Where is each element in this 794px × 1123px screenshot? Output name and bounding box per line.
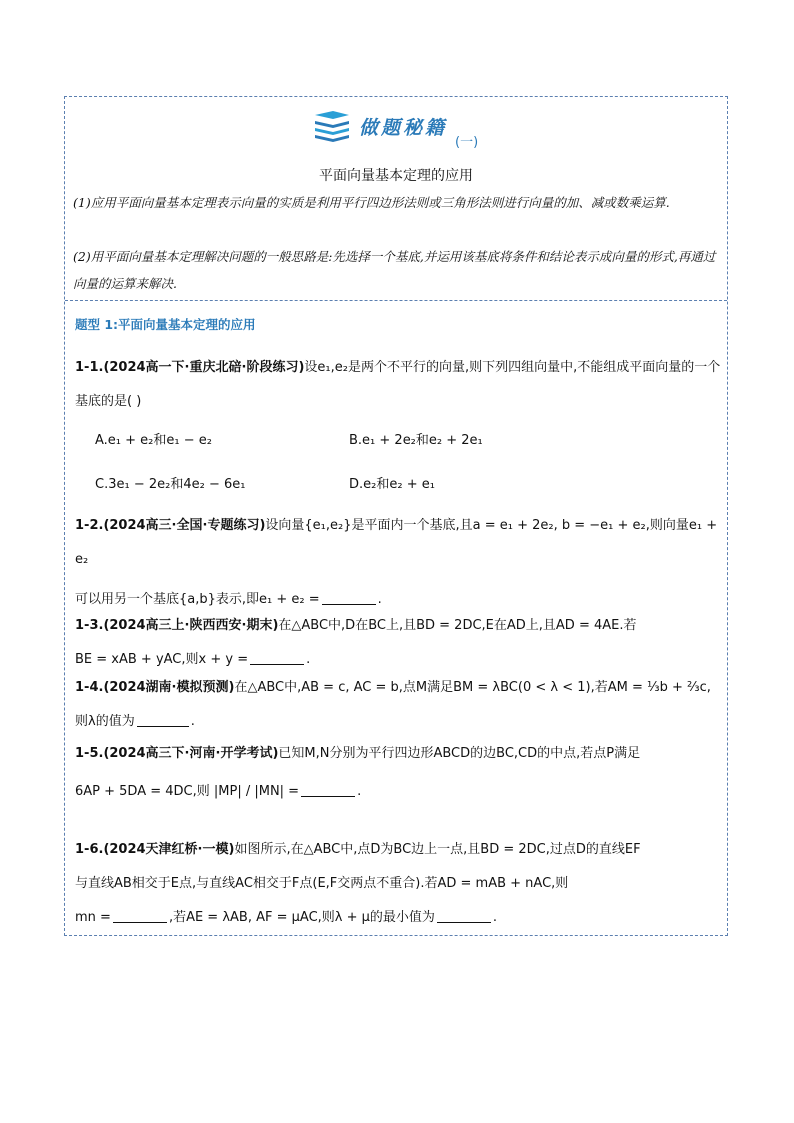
question-text: 设e₁,e₂是两个不平行的向量,则下列四组向量中,不能组成平面向量的一个基底的是( ) (75, 360, 721, 409)
question-source: (2024湖南·模拟预测) (103, 680, 235, 695)
answer-blank-1[interactable] (113, 908, 167, 923)
question-text-cont: mn = (75, 910, 111, 925)
question-text-cont: ,若AE = λAB, AF = μAC,则λ + μ的最小值为 (168, 910, 435, 925)
logo-subtitle: (一) (455, 135, 479, 150)
question-number: 1-2. (75, 518, 104, 533)
question-source: (2024高三上·陕西西安·期末) (103, 618, 279, 633)
question-number: 1-4. (75, 680, 104, 695)
option-b[interactable]: B.e₁ + 2e₂和e₂ + 2e₁ (349, 433, 483, 448)
question-text-cont: 则λ的值为 (75, 714, 135, 729)
option-d[interactable]: D.e₂和e₂ + e₁ (349, 477, 435, 492)
content-frame (64, 96, 728, 936)
tip-1: (1)应用平面向量基本定理表示向量的实质是利用平行四边形法则或三角形法则进行向量的加、减或数乘运算. (73, 195, 670, 210)
question-1-5 (75, 737, 725, 809)
period: . (377, 592, 382, 607)
logo (313, 109, 493, 149)
question-number: 1-3. (75, 618, 104, 633)
question-source: (2024高三·全国·专题练习) (103, 518, 266, 533)
question-text: 如图所示,在△ABC中,点D为BC边上一点,且BD = 2DC,过点D的直线EF (234, 842, 641, 857)
question-text-cont: 可以用另一个基底{a,b}表示,即e₁ + e₂ = (75, 592, 320, 607)
answer-blank[interactable] (137, 712, 189, 727)
answer-blank[interactable] (250, 650, 304, 665)
period: . (190, 714, 195, 729)
question-number: 1-1. (75, 360, 104, 375)
period: . (357, 784, 362, 799)
question-text: 在△ABC中,AB = c, AC = b,点M满足BM = λBC(0 < λ < 1),若AM = ⅓b + ⅔c, (234, 680, 711, 695)
answer-blank[interactable] (301, 782, 355, 797)
logo-text: 做题秘籍 (359, 117, 448, 139)
question-1-3 (75, 609, 725, 677)
question-source: (2024高三下·河南·开学考试) (103, 746, 279, 761)
question-text-cont: 6AP + 5DA = 4DC,则 |MP| / |MN| = (75, 784, 300, 799)
option-c[interactable]: C.3e₁ − 2e₂和4e₂ − 6e₁ (95, 477, 246, 492)
question-number: 1-5. (75, 746, 104, 761)
period: . (306, 652, 311, 667)
tip-2: (2)用平面向量基本定理解决问题的一般思路是:先选择一个基底,并运用该基底将条件和结论表示成向量的形式,再通过向量的运算来解决. (73, 249, 716, 291)
question-1-2 (75, 509, 725, 617)
books-icon (313, 109, 351, 145)
question-1-4 (75, 671, 725, 739)
answer-blank[interactable] (322, 590, 376, 605)
topic-heading: 题型 1:平面向量基本定理的应用 (75, 317, 256, 332)
question-source: (2024高一下·重庆北碚·阶段练习) (103, 360, 305, 375)
question-1-1 (75, 351, 725, 419)
section-title: 平面向量基本定理的应用 (319, 168, 473, 184)
question-1-6 (75, 833, 725, 935)
answer-blank-2[interactable] (437, 908, 491, 923)
question-text: 设向量{e₁,e₂}是平面内一个基底,且a = e₁ + 2e₂, b = −e₁ + e₂,则向量e₁ + e₂ (75, 518, 718, 567)
question-text-cont: BE = xAB + yAC,则x + y = (75, 652, 249, 667)
question-source: (2024天津红桥·一模) (103, 842, 235, 857)
question-text: 在△ABC中,D在BC上,且BD = 2DC,E在AD上,且AD = 4AE.若 (278, 618, 637, 633)
question-text: 已知M,N分别为平行四边形ABCD的边BC,CD的中点,若点P满足 (278, 746, 641, 761)
option-a[interactable]: A.e₁ + e₂和e₁ − e₂ (95, 433, 212, 448)
question-number: 1-6. (75, 842, 104, 857)
section-divider (65, 300, 727, 301)
period: . (492, 910, 498, 925)
question-text-cont: 与直线AB相交于E点,与直线AC相交于F点(E,F交两点不重合).若AD = mAB + nAC,则 (75, 876, 569, 891)
